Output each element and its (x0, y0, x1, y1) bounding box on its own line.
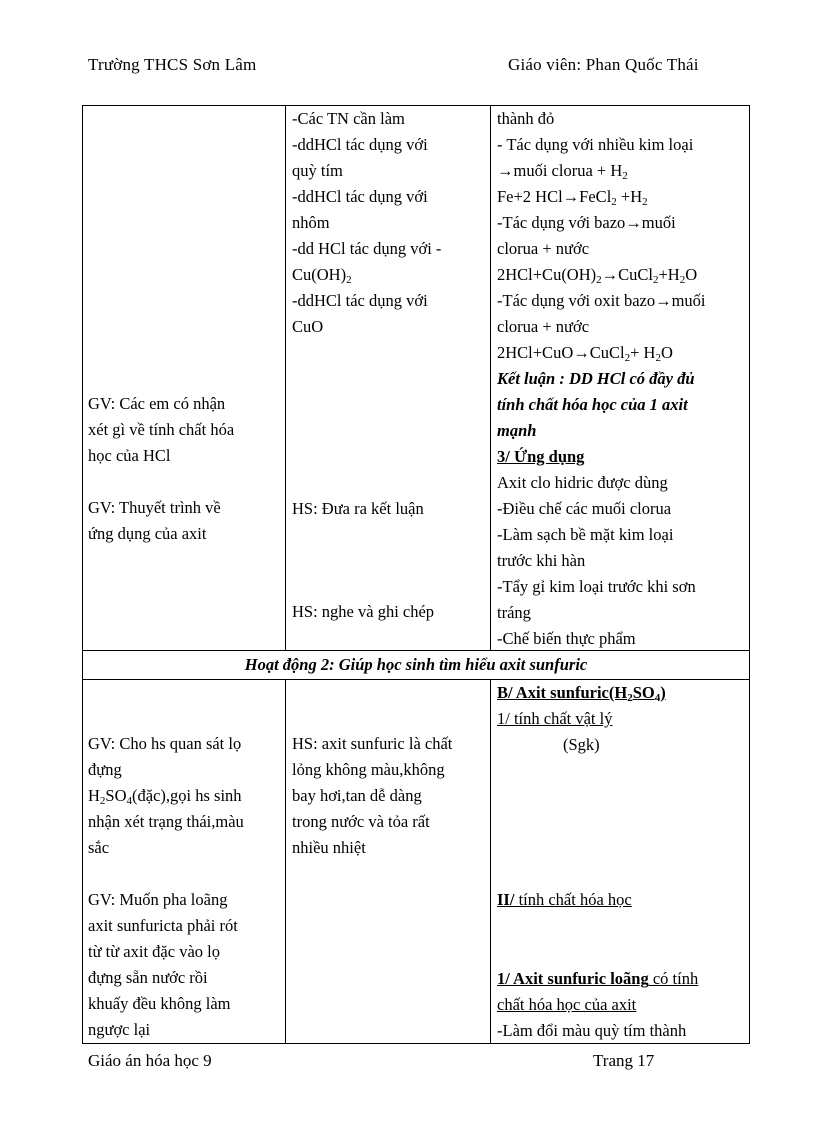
teacher-name: Giáo viên: Phan Quốc Thái (508, 55, 699, 74)
text-line: CuO (292, 317, 324, 336)
text-line: xét gì về tính chất hóa (88, 420, 235, 439)
student-activity-cell-2 (292, 731, 487, 861)
text-line: -ddHCl tác dụng với (292, 187, 428, 206)
text-line: từ từ axit đặc vào lọ (88, 942, 220, 961)
text-line: clorua + nước (497, 317, 590, 336)
school-name: Trường THCS Sơn Lâm (88, 55, 257, 74)
text-line: -Tác dụng với oxit bazo→muối (497, 291, 706, 310)
text-line: đựng sẵn nước rồi (88, 968, 208, 987)
text-line: tráng (497, 603, 531, 622)
text-line: GV: Cho hs quan sát lọ (88, 734, 242, 753)
text-line: -Các TN cần làm (292, 109, 405, 128)
text-line: - Tác dụng với nhiều kim loại (497, 135, 694, 154)
text-line: axit sunfuricta phải rót (88, 916, 238, 935)
text-line: GV: Thuyết trình về (88, 498, 221, 517)
text-line: -Chế biến thực phẩm (497, 629, 636, 648)
text-line: -ddHCl tác dụng với (292, 135, 428, 154)
text-line: GV: Các em có nhận (88, 394, 226, 413)
text-line: -Điều chế các muối clorua (497, 499, 672, 518)
text-line: HS: nghe và ghi chép (292, 602, 435, 621)
content-cell-2 (497, 680, 747, 758)
footer-subject: Giáo án hóa học 9 (88, 1051, 212, 1070)
formula-line: $Cu(OH)_2$ (292, 265, 352, 286)
table-right-border (749, 105, 750, 1044)
text-line: II/ tính chất hóa học (497, 890, 632, 909)
chemical-properties-heading (497, 887, 632, 913)
text-line: lỏng không màu,không (292, 760, 445, 779)
text-line: nhiều nhiệt (292, 838, 366, 857)
applications-heading: 3/ Ứng dụng (497, 447, 585, 466)
formula-line: →muối clorua + $H_2$ (497, 161, 628, 182)
hs-note (292, 599, 434, 625)
text-line: HS: axit sunfuric là chất (292, 734, 453, 753)
activity-2-title: Hoạt động 2: Giúp học sinh tìm hiểu axit sunfuric (244, 655, 588, 674)
text-line: -Tác dụng với bazo→muối (497, 213, 676, 232)
text-line: -Làm đổi màu quỳ tím thành (497, 1021, 687, 1040)
teacher-activity-cell (88, 391, 283, 547)
text-line: khuấy đều không làm (88, 994, 231, 1013)
conclusion-line: Kết luận : DD HCl có đầy đủ (497, 369, 695, 388)
formula-line: 2HCl+CuO→CuCl$_2$+ $H_2O$ (497, 343, 673, 364)
text-line: trong nước và tỏa rất (292, 812, 430, 831)
text-line: đựng (88, 760, 122, 779)
text-line: GV: Muốn pha loãng (88, 890, 228, 909)
table-column-divider (490, 105, 491, 651)
text-line: chất hóa học của axit (497, 995, 637, 1014)
text-line: thành đỏ (497, 109, 555, 128)
formula-line: $H_2SO_4(đặc),gọi$ hs sinh (88, 786, 242, 807)
sgk-reference: (Sgk) (563, 735, 600, 754)
table-column-divider (490, 679, 491, 1044)
sulfuric-acid-heading: B/ Axit $sunfuric(H_2SO_4)$ (497, 683, 666, 704)
table-column-divider (285, 105, 286, 651)
text-line: ngược lại (88, 1020, 151, 1039)
formula-line: Fe+2 HCl→FeCl$_2$ $+H_2$ (497, 187, 648, 208)
dilute-acid-block (497, 966, 747, 1044)
text-line: nhôm (292, 213, 330, 232)
page-number: Trang 17 (593, 1051, 655, 1070)
text-line: trước khi hàn (497, 551, 586, 570)
content-cell (497, 106, 747, 652)
text-line: clorua + nước (497, 239, 590, 258)
text-line: Axit clo hidric được dùng (497, 473, 668, 492)
student-activity-cell (292, 106, 487, 340)
text-line: học của HCl (88, 446, 171, 465)
text-line: -Làm sạch bề mặt kim loại (497, 525, 674, 544)
text-line: HS: Đưa ra kết luận (292, 499, 424, 518)
table-left-border (82, 105, 83, 1044)
text-line: bay hơi,tan dễ dàng (292, 786, 422, 805)
teacher-activity-cell-2 (88, 731, 283, 1043)
dilute-acid-heading: 1/ Axit sunfuric loãng có tính (497, 969, 699, 988)
text-line: -ddHCl tác dụng với (292, 291, 428, 310)
text-line: -dd HCl tác dụng với - (292, 239, 442, 258)
conclusion-line: mạnh (497, 421, 537, 440)
hs-conclusion (292, 496, 424, 522)
text-line: ứng dụng của axit (88, 524, 207, 543)
text-line: -Tẩy gỉ kim loại trước khi sơn (497, 577, 696, 596)
conclusion-line: tính chất hóa học của 1 axit (497, 395, 688, 414)
physical-properties-heading: 1/ tính chất vật lý (497, 709, 613, 728)
table-column-divider (285, 679, 286, 1044)
text-line: quỳ tím (292, 161, 343, 180)
formula-line: $2HCl+Cu(OH)_2\to CuCl_2+H_2O$ (497, 265, 698, 286)
text-line: nhận xét trạng thái,màu (88, 812, 244, 831)
text-line: sắc (88, 838, 110, 857)
